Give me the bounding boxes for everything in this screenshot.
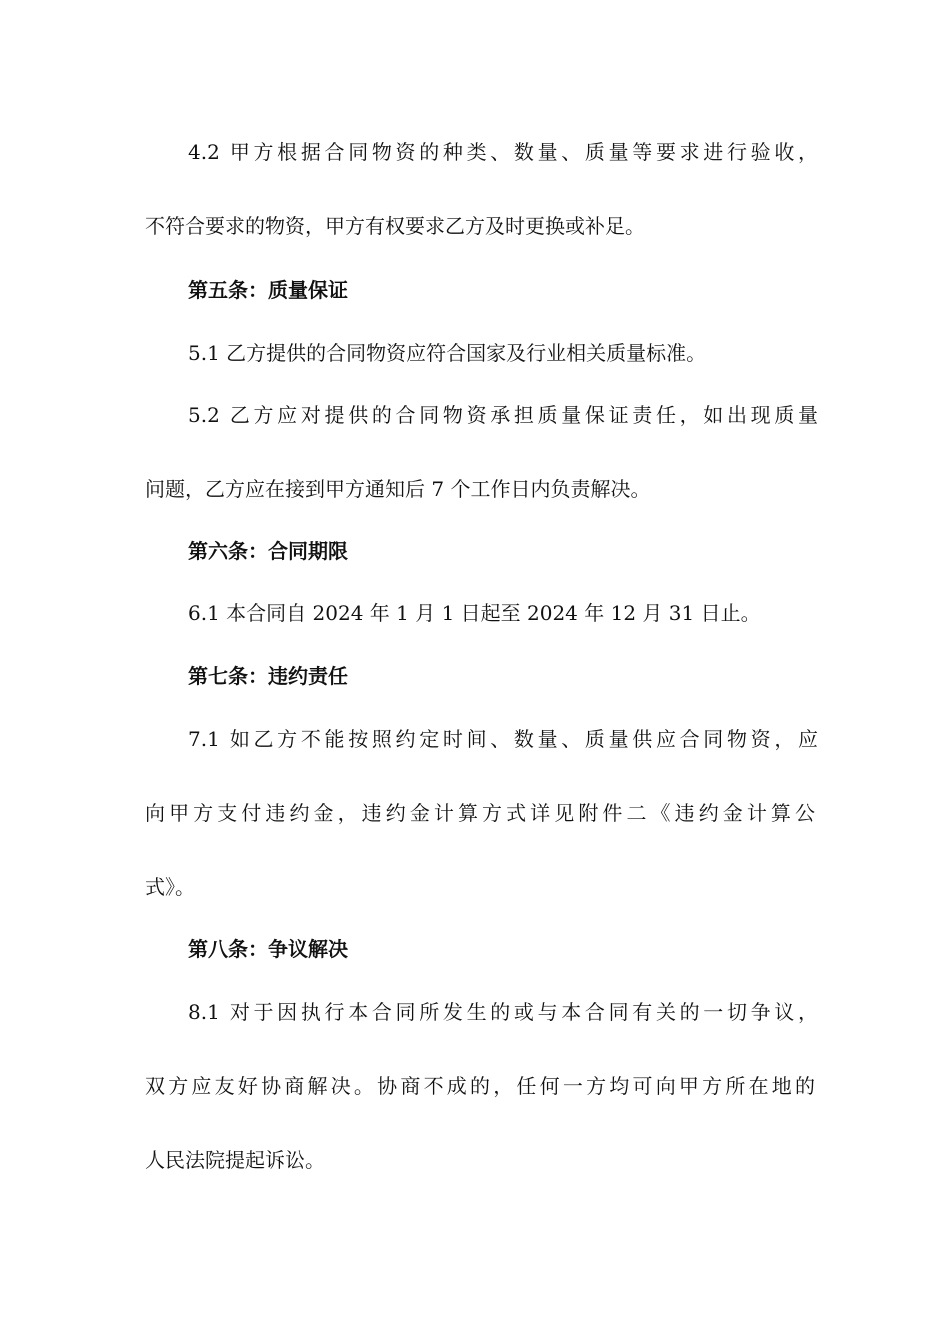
clause-4-2-line-2: 不符合要求的物资，甲方有权要求乙方及时更换或补足。	[145, 214, 645, 238]
article-8-heading: 第八条：争议解决	[188, 937, 348, 961]
article-5-heading: 第五条：质量保证	[188, 278, 348, 302]
clause-8-1-line-3: 人民法院提起诉讼。	[145, 1148, 325, 1172]
clause-5-1: 5.1 乙方提供的合同物资应符合国家及行业相关质量标准。	[188, 341, 707, 365]
clause-5-2-line-1: 5.2 乙方应对提供的合同物资承担质量保证责任，如出现质量	[188, 403, 818, 427]
article-7-heading: 第七条：违约责任	[188, 664, 348, 688]
clause-7-1-line-2: 向甲方支付违约金，违约金计算方式详见附件二《违约金计算公	[145, 801, 815, 825]
clause-4-2-line-1: 4.2 甲方根据合同物资的种类、数量、质量等要求进行验收，	[188, 140, 818, 164]
article-6-heading: 第六条：合同期限	[188, 539, 348, 563]
clause-6-1: 6.1 本合同自 2024 年 1 月 1 日起至 2024 年 12 月 31 日止。	[188, 601, 761, 625]
clause-8-1-line-1: 8.1 对于因执行本合同所发生的或与本合同有关的一切争议，	[188, 1000, 818, 1024]
clause-5-2-line-2: 问题，乙方应在接到甲方通知后 7 个工作日内负责解决。	[145, 477, 651, 501]
clause-8-1-line-2: 双方应友好协商解决。协商不成的，任何一方均可向甲方所在地的	[145, 1074, 815, 1098]
clause-7-1-line-1: 7.1 如乙方不能按照约定时间、数量、质量供应合同物资，应	[188, 727, 818, 751]
clause-7-1-line-3: 式》。	[145, 875, 195, 899]
